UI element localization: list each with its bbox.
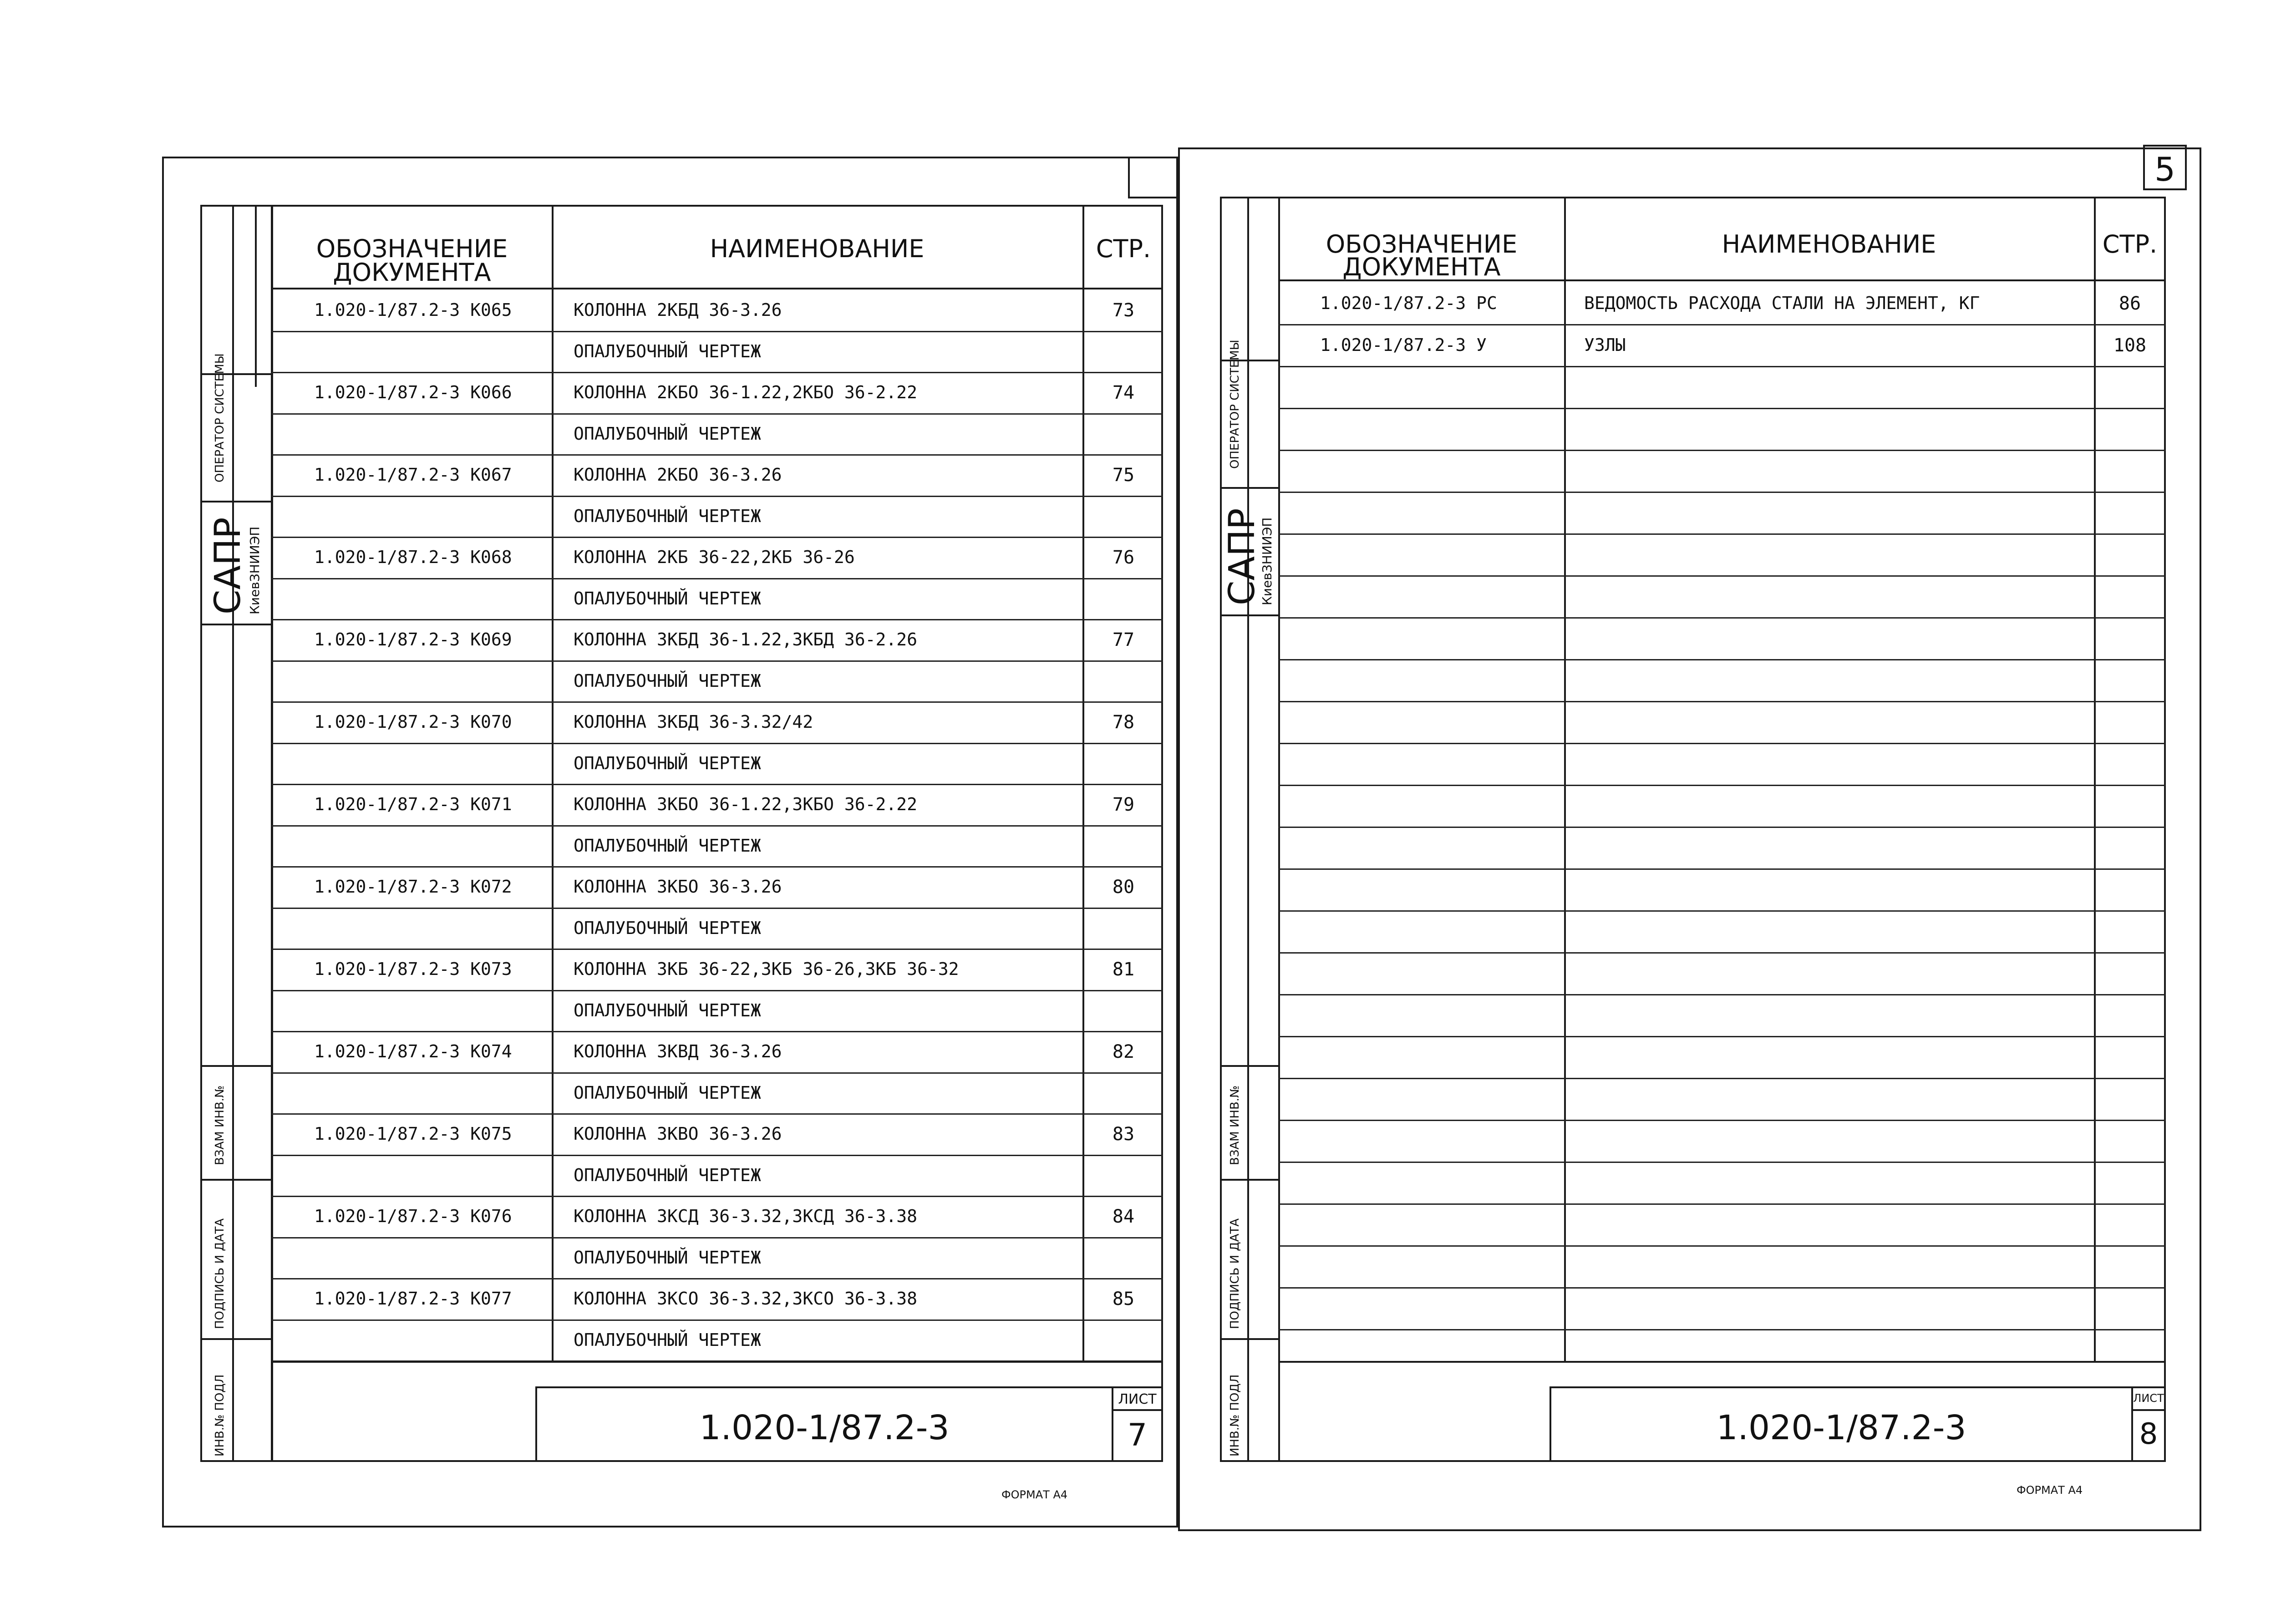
- row-name: ОПАЛУБОЧНЫЙ ЧЕРТЕЖ: [574, 1082, 761, 1103]
- right-col-divider-1: [1564, 197, 1566, 1361]
- left-stamp-sep-2: [200, 501, 273, 502]
- left-sheet-no-sep: [1112, 1409, 1163, 1411]
- row-code: 1.020-1/87.2-3 К071: [314, 794, 512, 815]
- right-titleblock-top: [1278, 1361, 2166, 1363]
- table-row-line: [271, 866, 1163, 868]
- right-sapr-label: САПР: [1222, 508, 1263, 605]
- row-name: ОПАЛУБОЧНЫЙ ЧЕРТЕЖ: [574, 423, 761, 444]
- table-row-line: [271, 1031, 1163, 1032]
- right-stamp-divider: [1247, 197, 1249, 1462]
- left-org-label: КиевЗНИИЭП: [247, 526, 262, 614]
- empty-row-line: [1278, 785, 2166, 786]
- left-stamp-sep-3: [200, 624, 273, 625]
- row-name: КОЛОННА 3КБ 36-22,3КБ 36-26,3КБ 36-32: [574, 959, 959, 979]
- left-sheet-number: 7: [1127, 1417, 1148, 1453]
- right-doc-number: 1.020-1/87.2-3: [1716, 1408, 1966, 1447]
- left-stamp-divider-2: [255, 205, 257, 387]
- left-top-tab: [1128, 157, 1130, 197]
- right-sheet-no-sep: [2131, 1409, 2166, 1411]
- table-row-line: [1278, 324, 2166, 325]
- row-name: ОПАЛУБОЧНЫЙ ЧЕРТЕЖ: [574, 506, 761, 526]
- right-sheet-label: ЛИСТ: [2133, 1392, 2164, 1405]
- right-vzam-label: ВЗАМ ИНВ.№: [1228, 1085, 1242, 1165]
- empty-row-line: [1278, 1287, 2166, 1289]
- left-col-divider-1: [552, 205, 554, 1361]
- row-page: 75: [1112, 465, 1135, 486]
- empty-row-line: [1278, 994, 2166, 995]
- left-sapr-label: САПР: [208, 517, 249, 614]
- row-name: КОЛОННА 2КБО 36-1.22,2КБО 36-2.22: [574, 382, 917, 403]
- right-stamp-sep-2: [1220, 487, 1280, 489]
- table-row-line: [271, 496, 1163, 497]
- table-row-line: [271, 1320, 1163, 1321]
- left-header-designation-2: ДОКУМЕНТА: [333, 258, 491, 287]
- left-inv-label: ИНВ.№ ПОДЛ: [213, 1374, 227, 1457]
- table-row-line: [271, 990, 1163, 991]
- row-page: 86: [2119, 293, 2141, 314]
- right-format-label: ФОРМАТ А4: [2017, 1484, 2083, 1497]
- empty-row-line: [1278, 408, 2166, 409]
- row-name: КОЛОННА 3КВД 36-3.26: [574, 1041, 782, 1062]
- empty-row-line: [1278, 575, 2166, 577]
- row-name: УЗЛЫ: [1584, 335, 1626, 355]
- table-row-line: [271, 1113, 1163, 1115]
- row-code: 1.020-1/87.2-3 У: [1320, 335, 1487, 355]
- table-row-line: [271, 1196, 1163, 1197]
- left-doc-number: 1.020-1/87.2-3: [699, 1408, 950, 1447]
- table-row-line: [271, 701, 1163, 703]
- row-code: 1.020-1/87.2-3 К073: [314, 959, 512, 979]
- row-code: 1.020-1/87.2-3 РС: [1320, 293, 1497, 313]
- left-header-bottom: [271, 288, 1163, 289]
- row-name: КОЛОННА 2КБО 36-3.26: [574, 465, 782, 485]
- right-inv-label: ИНВ.№ ПОДЛ: [1228, 1374, 1242, 1457]
- row-name: ОПАЛУБОЧНЫЙ ЧЕРТЕЖ: [574, 588, 761, 609]
- table-row-line: [271, 743, 1163, 744]
- left-stamp-sep-5: [200, 1179, 273, 1181]
- right-podpis-label: ПОДПИСЬ И ДАТА: [1228, 1218, 1242, 1329]
- right-header-designation-2: ДОКУМЕНТА: [1342, 253, 1501, 281]
- row-name: ВЕДОМОСТЬ РАСХОДА СТАЛИ НА ЭЛЕМЕНТ, КГ: [1584, 293, 1980, 313]
- row-page: 83: [1112, 1124, 1135, 1145]
- empty-row-line: [1278, 1245, 2166, 1247]
- empty-row-line: [1278, 1036, 2166, 1037]
- right-stamp-sep-5: [1220, 1179, 1280, 1181]
- row-name: ОПАЛУБОЧНЫЙ ЧЕРТЕЖ: [574, 835, 761, 856]
- row-page: 84: [1112, 1206, 1135, 1228]
- left-stamp-sep-6: [200, 1338, 273, 1340]
- row-code: 1.020-1/87.2-3 К074: [314, 1041, 512, 1062]
- table-row-line: [271, 1155, 1163, 1156]
- row-name: КОЛОННА 3КВО 36-3.26: [574, 1124, 782, 1144]
- left-vzam-label: ВЗАМ ИНВ.№: [213, 1085, 227, 1165]
- row-page: 77: [1112, 629, 1135, 651]
- row-name: ОПАЛУБОЧНЫЙ ЧЕРТЕЖ: [574, 918, 761, 938]
- row-name: ОПАЛУБОЧНЫЙ ЧЕРТЕЖ: [574, 341, 761, 361]
- row-page: 85: [1112, 1289, 1135, 1310]
- right-org-label: КиевЗНИИЭП: [1260, 517, 1275, 605]
- row-code: 1.020-1/87.2-3 К076: [314, 1206, 512, 1227]
- row-page: 80: [1112, 877, 1135, 898]
- left-header-designation-1: ОБОЗНАЧЕНИЕ: [316, 234, 508, 263]
- right-stamp-sep-4: [1220, 1065, 1280, 1067]
- empty-row-line: [1278, 1203, 2166, 1205]
- table-row-line: [271, 619, 1163, 620]
- row-page: 74: [1112, 382, 1135, 404]
- left-stamp-divider: [232, 205, 234, 1462]
- empty-row-line: [1278, 1120, 2166, 1121]
- row-code: 1.020-1/87.2-3 К077: [314, 1289, 512, 1309]
- right-operator-label: ОПЕРАТОР СИСТЕМЫ: [1228, 340, 1242, 469]
- empty-row-line: [1278, 617, 2166, 619]
- table-row-line: [271, 372, 1163, 373]
- empty-row-line: [1278, 868, 2166, 870]
- left-header-name: НАИМЕНОВАНИЕ: [710, 234, 925, 263]
- empty-row-line: [1278, 701, 2166, 702]
- row-name: КОЛОННА 3КБО 36-1.22,3КБО 36-2.22: [574, 794, 917, 815]
- table-row-line: [271, 825, 1163, 827]
- row-name: КОЛОННА 3КБО 36-3.26: [574, 877, 782, 897]
- row-page: 108: [2113, 335, 2147, 356]
- table-row-line: [271, 578, 1163, 579]
- left-stamp-column: [200, 205, 273, 1462]
- row-name: КОЛОННА 3КБД 36-3.32/42: [574, 712, 813, 732]
- row-code: 1.020-1/87.2-3 К069: [314, 629, 512, 650]
- row-name: ОПАЛУБОЧНЫЙ ЧЕРТЕЖ: [574, 753, 761, 773]
- table-row-line: [271, 1237, 1163, 1238]
- row-name: КОЛОННА 3КСО 36-3.32,3КСО 36-3.38: [574, 1289, 917, 1309]
- table-row-line: [271, 331, 1163, 332]
- row-name: КОЛОННА 3КБД 36-1.22,3КБД 36-2.26: [574, 629, 917, 650]
- left-stamp-sep-4: [200, 1065, 273, 1067]
- row-page: 73: [1112, 300, 1135, 321]
- table-row-line: [271, 413, 1163, 415]
- left-titleblock-top: [271, 1361, 1163, 1363]
- left-sheet-label: ЛИСТ: [1118, 1391, 1157, 1407]
- row-code: 1.020-1/87.2-3 К072: [314, 877, 512, 897]
- empty-row-line: [1278, 533, 2166, 535]
- row-code: 1.020-1/87.2-3 К075: [314, 1124, 512, 1144]
- row-name: ОПАЛУБОЧНЫЙ ЧЕРТЕЖ: [574, 1000, 761, 1020]
- right-stamp-sep-3: [1220, 614, 1280, 616]
- empty-row-line: [1278, 659, 2166, 660]
- table-row-line: [271, 537, 1163, 538]
- left-format-label: ФОРМАТ А4: [1001, 1488, 1068, 1501]
- table-row-line: [271, 1072, 1163, 1074]
- table-row-line: [1278, 366, 2166, 367]
- left-operator-label: ОПЕРАТОР СИСТЕМЫ: [213, 353, 227, 482]
- left-top-tab-base: [1128, 197, 1178, 198]
- row-code: 1.020-1/87.2-3 К068: [314, 547, 512, 568]
- row-name: ОПАЛУБОЧНЫЙ ЧЕРТЕЖ: [574, 1247, 761, 1268]
- row-page: 82: [1112, 1041, 1135, 1063]
- right-header-page: СТР.: [2102, 230, 2158, 259]
- table-row-line: [271, 454, 1163, 456]
- left-header-page: СТР.: [1096, 234, 1151, 263]
- row-code: 1.020-1/87.2-3 К065: [314, 300, 512, 320]
- row-page: 78: [1112, 712, 1135, 733]
- row-page: 76: [1112, 547, 1135, 568]
- left-stamp-sep-1: [200, 373, 273, 375]
- row-page: 81: [1112, 959, 1135, 980]
- corner-number: 5: [2154, 150, 2175, 188]
- row-code: 1.020-1/87.2-3 К070: [314, 712, 512, 732]
- row-name: ОПАЛУБОЧНЫЙ ЧЕРТЕЖ: [574, 1330, 761, 1350]
- row-name: КОЛОННА 2КБ 36-22,2КБ 36-26: [574, 547, 855, 568]
- right-header-designation-1: ОБОЗНАЧЕНИЕ: [1326, 230, 1518, 259]
- row-name: КОЛОННА 3КСД 36-3.32,3КСД 36-3.38: [574, 1206, 917, 1227]
- left-col-divider-2: [1082, 205, 1084, 1361]
- row-name: ОПАЛУБОЧНЫЙ ЧЕРТЕЖ: [574, 1165, 761, 1185]
- row-code: 1.020-1/87.2-3 К067: [314, 465, 512, 485]
- empty-row-line: [1278, 743, 2166, 744]
- empty-row-line: [1278, 827, 2166, 828]
- right-header-name: НАИМЕНОВАНИЕ: [1722, 230, 1936, 259]
- empty-row-line: [1278, 450, 2166, 451]
- right-table-frame: [1278, 197, 2166, 1462]
- left-podpis-label: ПОДПИСЬ И ДАТА: [213, 1218, 227, 1329]
- row-name: КОЛОННА 2КБД 36-3.26: [574, 300, 782, 320]
- empty-row-line: [1278, 1329, 2166, 1330]
- row-name: ОПАЛУБОЧНЫЙ ЧЕРТЕЖ: [574, 670, 761, 691]
- table-row-line: [271, 908, 1163, 909]
- table-row-line: [271, 784, 1163, 785]
- table-row-line: [271, 1278, 1163, 1279]
- row-code: 1.020-1/87.2-3 К066: [314, 382, 512, 403]
- empty-row-line: [1278, 1078, 2166, 1079]
- row-page: 79: [1112, 794, 1135, 816]
- empty-row-line: [1278, 492, 2166, 493]
- right-col-divider-2: [2094, 197, 2096, 1361]
- table-row-line: [271, 949, 1163, 950]
- empty-row-line: [1278, 1162, 2166, 1163]
- empty-row-line: [1278, 952, 2166, 954]
- right-stamp-sep-6: [1220, 1338, 1280, 1340]
- empty-row-line: [1278, 910, 2166, 912]
- table-row-line: [271, 660, 1163, 662]
- right-sheet-number: 8: [2139, 1417, 2158, 1451]
